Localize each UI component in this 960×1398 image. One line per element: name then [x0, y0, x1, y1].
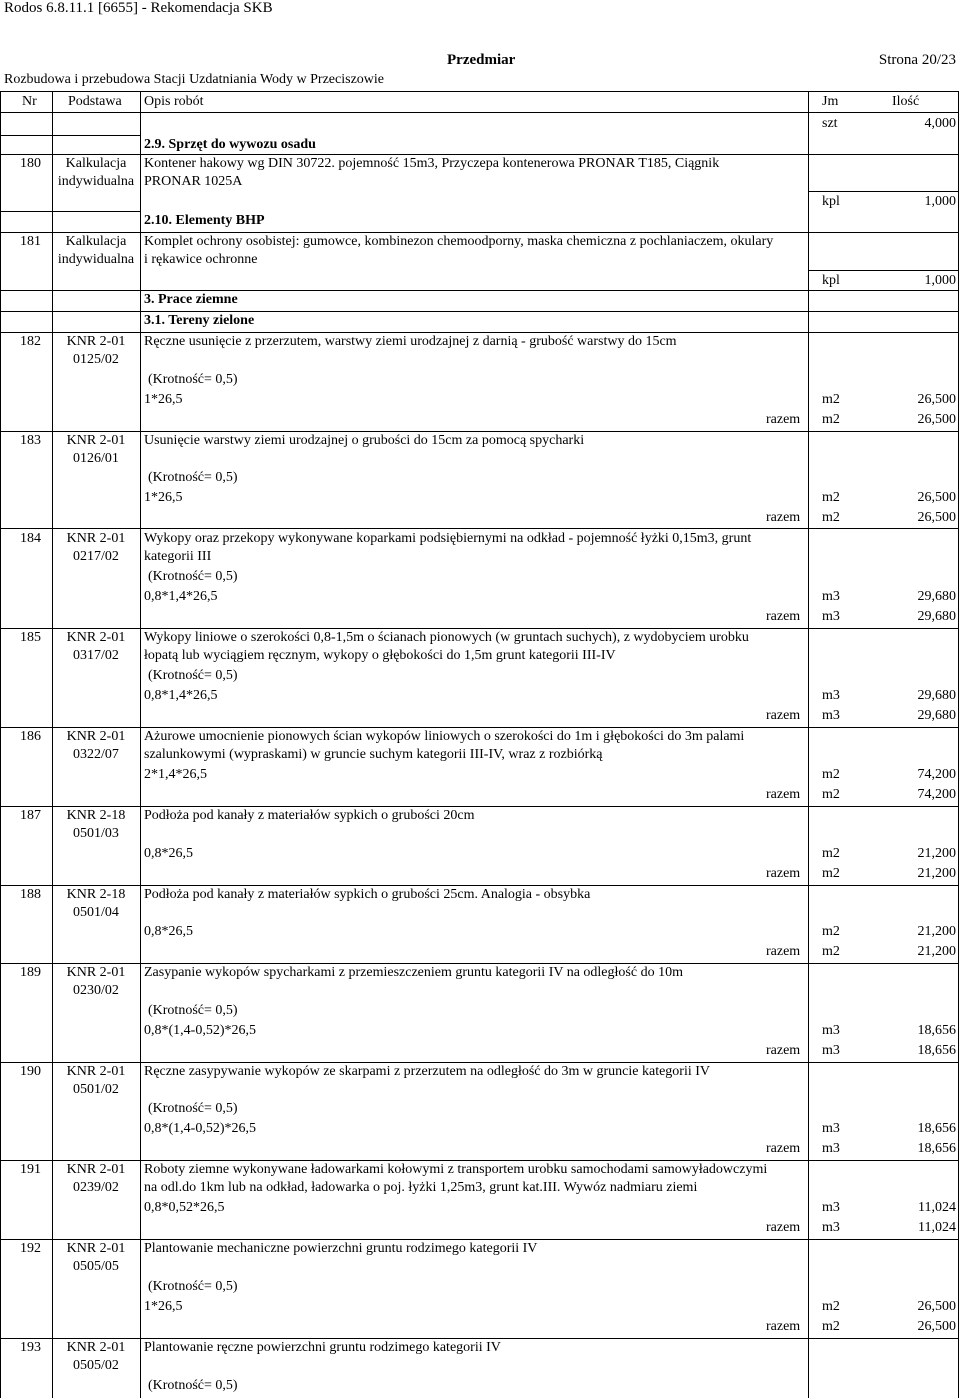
item-multiplier: (Krotność= 0,5): [148, 470, 238, 485]
section-heading: 2.9. Sprzęt do wywozu osadu: [144, 137, 316, 152]
section-heading: 3. Prace ziemne: [144, 292, 238, 307]
item-desc: Wykopy oraz przekopy wykonywane koparkami podsiębiernymi na odkład - pojemność łyżki 0,15m3, grunt: [144, 531, 752, 546]
item-desc: Podłoża pod kanały z materiałów sypkich o grubości 20cm: [144, 808, 475, 823]
item-total-jm: m2: [822, 944, 840, 959]
item-formula: 0,8*26,5: [144, 924, 193, 939]
item-nr: 185: [20, 630, 41, 645]
item-basis: KNR 2-01: [66, 630, 126, 645]
col-podstawa: Podstawa: [68, 94, 122, 109]
item-nr: 184: [20, 531, 41, 546]
item-basis: Kalkulacja: [65, 156, 127, 171]
item-basis-2: 0125/02: [73, 352, 119, 367]
item-desc: Ażurowe umocnienie pionowych ścian wykopów liniowych o szerokości do 1m i głębokości do 3m palami: [144, 729, 745, 744]
item-jm: m3: [822, 688, 840, 703]
item-jm: m3: [822, 1200, 840, 1215]
item-basis-2: 0230/02: [73, 983, 119, 998]
carry-qty: 4,000: [924, 116, 956, 131]
item-qty: 21,200: [917, 924, 956, 939]
item-total: 26,500: [917, 510, 956, 525]
item-formula: 0,8*26,5: [144, 846, 193, 861]
item-desc: Zasypanie wykopów spycharkami z przemieszczeniem gruntu kategorii IV na odległość do 10m: [144, 965, 683, 980]
item-multiplier: (Krotność= 0,5): [148, 1378, 238, 1393]
razem-label: razem: [766, 866, 801, 881]
app-title: Rodos 6.8.11.1 [6655] - Rekomendacja SKB: [4, 0, 273, 16]
item-formula: 0,8*1,4*26,5: [144, 589, 218, 604]
item-total-jm: m2: [822, 510, 840, 525]
item-basis: Kalkulacja: [65, 234, 127, 249]
item-total: 18,656: [917, 1043, 956, 1058]
item-nr: 192: [20, 1241, 41, 1256]
item-basis: KNR 2-01: [66, 1064, 126, 1079]
col-nr: Nr: [22, 94, 37, 109]
razem-label: razem: [766, 1141, 801, 1156]
item-basis-2: 0501/03: [73, 826, 119, 841]
item-desc-2: łopatą lub wyciągiem ręcznym, wykopy o głębokości do 1,5m grunt kategorii III-IV: [144, 648, 616, 663]
item-qty: 18,656: [917, 1121, 956, 1136]
item-basis: KNR 2-01: [66, 1241, 126, 1256]
item-nr: 190: [20, 1064, 41, 1079]
item-formula: 2*1,4*26,5: [144, 767, 207, 782]
razem-label: razem: [766, 944, 801, 959]
item-basis-2: 0239/02: [73, 1180, 119, 1195]
item-multiplier: (Krotność= 0,5): [148, 1101, 238, 1116]
item-basis-2: 0505/02: [73, 1358, 119, 1373]
page-label: Strona 20/23: [878, 52, 956, 68]
item-jm: m2: [822, 924, 840, 939]
item-total-jm: m3: [822, 1141, 840, 1156]
item-jm: kpl: [822, 194, 840, 209]
razem-label: razem: [766, 787, 801, 802]
item-qty: 26,500: [917, 490, 956, 505]
razem-label: razem: [766, 609, 801, 624]
item-formula: 0,8*0,52*26,5: [144, 1200, 225, 1215]
item-desc: Plantowanie ręczne powierzchni gruntu rodzimego kategorii IV: [144, 1340, 501, 1355]
item-total: 11,024: [918, 1220, 956, 1235]
col-ilosc: Ilość: [892, 94, 920, 109]
item-nr: 189: [20, 965, 41, 980]
item-qty: 26,500: [917, 392, 956, 407]
item-basis-2: 0322/07: [73, 747, 119, 762]
item-total-jm: m3: [822, 1043, 840, 1058]
item-jm: m2: [822, 392, 840, 407]
item-basis: KNR 2-01: [66, 1162, 126, 1177]
item-basis-2: 0501/04: [73, 905, 119, 920]
section-heading: 3.1. Tereny zielone: [144, 313, 255, 328]
item-multiplier: (Krotność= 0,5): [148, 372, 238, 387]
item-formula: 0,8*1,4*26,5: [144, 688, 218, 703]
item-qty: 18,656: [917, 1023, 956, 1038]
item-nr: 191: [20, 1162, 41, 1177]
item-total-jm: m2: [822, 787, 840, 802]
item-desc: Wykopy liniowe o szerokości 0,8-1,5m o ścianach pionowych (w gruntach suchych), z wydobyciem urobku: [144, 630, 749, 645]
item-desc-2: i rękawice ochronne: [144, 252, 258, 267]
item-qty: 29,680: [917, 688, 956, 703]
item-jm: m3: [822, 1023, 840, 1038]
item-qty: 1,000: [924, 194, 956, 209]
item-total: 29,680: [917, 708, 956, 723]
col-opis: Opis robót: [144, 94, 204, 109]
section-heading: 2.10. Elementy BHP: [144, 213, 265, 228]
item-nr: 180: [20, 156, 41, 171]
item-total-jm: m2: [822, 1319, 840, 1334]
item-multiplier: (Krotność= 0,5): [148, 1279, 238, 1294]
item-desc: Plantowanie mechaniczne powierzchni gruntu rodzimego kategorii IV: [144, 1241, 538, 1256]
item-jm: m2: [822, 767, 840, 782]
item-nr: 186: [20, 729, 41, 744]
carry-jm: szt: [822, 116, 838, 131]
item-nr: 193: [20, 1340, 41, 1355]
item-desc: Kontener hakowy wg DIN 30722. pojemność 15m3, Przyczepa kontenerowa PRONAR T185, Ciągnik: [144, 156, 720, 171]
item-basis: KNR 2-01: [66, 1340, 126, 1355]
item-basis: KNR 2-18: [66, 887, 126, 902]
item-desc-2: na odl.do 1km lub na odkład, ładowarka o poj. łyżki 1,25m3, grunt kat.III. Wywóz nadmiaru ziemi: [144, 1180, 698, 1195]
item-total-jm: m3: [822, 708, 840, 723]
item-nr: 182: [20, 334, 41, 349]
item-total: 26,500: [917, 412, 956, 427]
item-qty: 1,000: [924, 273, 956, 288]
col-jm: Jm: [822, 94, 839, 109]
item-formula: 1*26,5: [144, 1299, 183, 1314]
item-total-jm: m3: [822, 609, 840, 624]
item-multiplier: (Krotność= 0,5): [148, 569, 238, 584]
item-desc: Podłoża pod kanały z materiałów sypkich o grubości 25cm. Analogia - obsybka: [144, 887, 591, 902]
item-desc: Roboty ziemne wykonywane ładowarkami kołowymi z transportem urobku samochodami samowyładowczymi: [144, 1162, 768, 1177]
razem-label: razem: [766, 708, 801, 723]
item-desc-2: kategorii III: [144, 549, 212, 564]
item-total: 21,200: [917, 866, 956, 881]
item-basis: KNR 2-18: [66, 808, 126, 823]
item-total: 26,500: [917, 1319, 956, 1334]
item-qty: 21,200: [917, 846, 956, 861]
item-total-jm: m3: [822, 1220, 840, 1235]
item-basis-2: 0217/02: [73, 549, 119, 564]
razem-label: razem: [766, 1319, 801, 1334]
item-total-jm: m2: [822, 412, 840, 427]
project-title: Rozbudowa i przebudowa Stacji Uzdatniania Wody w Przeciszowie: [4, 72, 385, 87]
item-qty: 29,680: [917, 589, 956, 604]
item-basis-2: indywidualna: [57, 252, 135, 267]
item-desc: Komplet ochrony osobistej: gumowce, kombinezon chemoodporny, maska chemiczna z pochlaniaczem, okulary: [144, 234, 774, 249]
item-basis-2: 0505/05: [73, 1259, 119, 1274]
item-basis: KNR 2-01: [66, 433, 126, 448]
item-nr: 181: [20, 234, 41, 249]
item-basis-2: 0317/02: [73, 648, 119, 663]
item-jm: m2: [822, 1299, 840, 1314]
item-basis-2: 0501/02: [73, 1082, 119, 1097]
item-basis: KNR 2-01: [66, 729, 126, 744]
item-jm: m2: [822, 490, 840, 505]
item-total: 21,200: [917, 944, 956, 959]
item-basis: KNR 2-01: [66, 531, 126, 546]
item-desc-2: szalunkowymi (wypraskami) w gruncie suchym kategorii III-IV, wraz z rozbiórką: [144, 747, 603, 762]
razem-label: razem: [766, 510, 801, 525]
item-formula: 1*26,5: [144, 490, 183, 505]
item-total: 29,680: [917, 609, 956, 624]
item-basis: KNR 2-01: [66, 965, 126, 980]
item-jm: kpl: [822, 273, 840, 288]
item-basis-2: 0126/01: [73, 451, 119, 466]
item-jm: m2: [822, 846, 840, 861]
item-basis-2: indywidualna: [57, 174, 135, 189]
item-total: 74,200: [917, 787, 956, 802]
item-multiplier: (Krotność= 0,5): [148, 668, 238, 683]
item-multiplier: (Krotność= 0,5): [148, 1003, 238, 1018]
razem-label: razem: [766, 412, 801, 427]
item-total: 18,656: [917, 1141, 956, 1156]
razem-label: razem: [766, 1220, 801, 1235]
item-formula: 0,8*(1,4-0,52)*26,5: [144, 1023, 256, 1038]
item-desc: Ręczne zasypywanie wykopów ze skarpami z przerzutem na odległość do 3m w gruncie kategorii IV: [144, 1064, 711, 1079]
doc-title: Przedmiar: [447, 52, 516, 68]
item-nr: 188: [20, 887, 41, 902]
item-total-jm: m2: [822, 866, 840, 881]
item-jm: m3: [822, 1121, 840, 1136]
item-formula: 0,8*(1,4-0,52)*26,5: [144, 1121, 256, 1136]
item-desc: Usunięcie warstwy ziemi urodzajnej o grubości do 15cm za pomocą spycharki: [144, 433, 585, 448]
item-qty: 11,024: [918, 1200, 956, 1215]
item-basis: KNR 2-01: [66, 334, 126, 349]
item-desc: Ręczne usunięcie z przerzutem, warstwy ziemi urodzajnej z darnią - grubość warstwy do 15cm: [144, 334, 677, 349]
item-formula: 1*26,5: [144, 392, 183, 407]
item-jm: m3: [822, 589, 840, 604]
item-qty: 74,200: [917, 767, 956, 782]
razem-label: razem: [766, 1043, 801, 1058]
item-nr: 187: [20, 808, 41, 823]
item-nr: 183: [20, 433, 41, 448]
item-qty: 26,500: [917, 1299, 956, 1314]
item-desc-2: PRONAR 1025A: [144, 174, 243, 189]
